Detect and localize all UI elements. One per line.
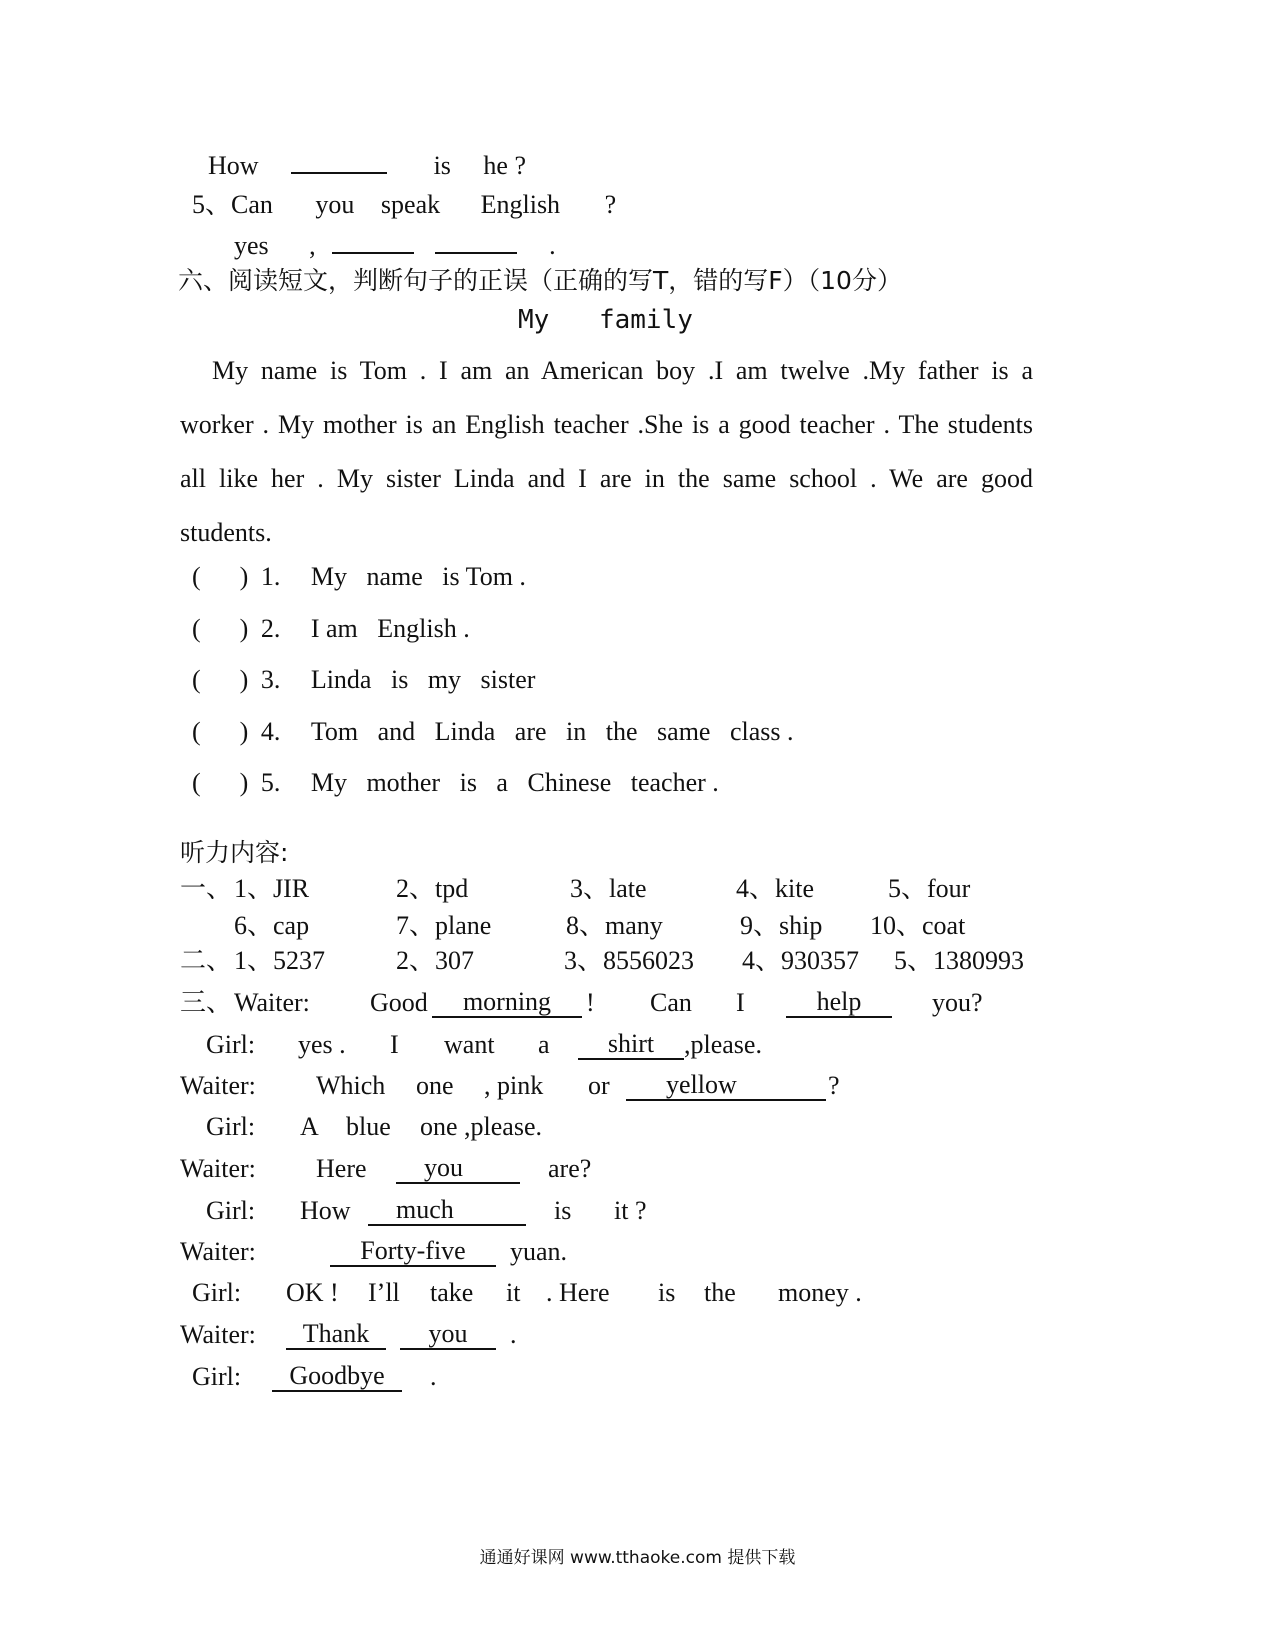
s1-word: 10、coat xyxy=(870,911,966,940)
s3-label: 三、 xyxy=(180,988,233,1017)
tf-item-3 xyxy=(192,665,535,695)
q4-is: is xyxy=(433,151,451,180)
q5-blank-1 xyxy=(332,230,414,254)
title-family: family xyxy=(598,305,693,335)
d3-or: or xyxy=(588,1071,610,1100)
d6-much: much xyxy=(368,1196,526,1226)
d4-blue: blue xyxy=(346,1112,391,1141)
speaker-waiter: Waiter: xyxy=(180,1071,256,1100)
q4-line xyxy=(208,150,526,181)
tf-paren: ( ) xyxy=(192,717,249,746)
d5-are: are? xyxy=(548,1154,592,1183)
d3-one: one xyxy=(416,1071,454,1100)
d3-yellow: yellow xyxy=(626,1071,826,1101)
q4-how: How xyxy=(208,151,259,180)
s2-number: 5、1380993 xyxy=(894,946,1025,975)
s1-word: 2、tpd xyxy=(396,874,469,903)
d8-money: money . xyxy=(778,1278,862,1307)
d2-a: a xyxy=(538,1030,550,1059)
speaker-girl: Girl: xyxy=(192,1362,242,1391)
s1-word: 8、many xyxy=(566,911,663,940)
speaker-waiter: Waiter: xyxy=(180,1320,256,1349)
q5-line xyxy=(192,190,616,220)
q5-dot: . xyxy=(549,231,556,260)
s1-word: 1、JIR xyxy=(234,874,310,903)
tf-text: I am English . xyxy=(310,614,470,643)
d10-goodbye: Goodbye xyxy=(272,1362,402,1392)
tf-num: 3. xyxy=(260,665,281,694)
d3-qm: ? xyxy=(828,1071,840,1100)
speaker-girl: Girl: xyxy=(192,1278,242,1307)
tf-num: 2. xyxy=(260,614,281,643)
footer-watermark: 通通好课网 www.tthaoke.com 提供下载 xyxy=(479,1548,796,1568)
d6-is: is xyxy=(554,1196,572,1225)
speaker-girl: Girl: xyxy=(206,1196,256,1225)
tf-text: Tom and Linda are in the same class . xyxy=(310,717,794,746)
speaker-girl: Girl: xyxy=(206,1030,256,1059)
section6-heading: 六、阅读短文，判断句子的正误（正确的写T，错的写F）（10分） xyxy=(178,266,902,295)
tf-item-2 xyxy=(192,614,470,644)
d5-here: Here xyxy=(316,1154,367,1183)
d2-i: I xyxy=(390,1030,399,1059)
d3-pink: , pink xyxy=(484,1071,544,1100)
tf-paren: ( ) xyxy=(192,665,249,694)
s1-word: 4、kite xyxy=(736,874,814,903)
title-my: My xyxy=(518,305,550,335)
q5-can: Can xyxy=(231,190,273,219)
d1-good: Good xyxy=(370,988,428,1017)
q4-blank xyxy=(291,150,387,174)
q5-english: English xyxy=(480,190,561,219)
s2-label: 二、 xyxy=(180,946,233,975)
d4-one-please: one ,please. xyxy=(420,1112,543,1141)
d6-it: it ? xyxy=(614,1196,647,1225)
d1-morning: morning xyxy=(432,988,582,1018)
d8-take: take xyxy=(430,1278,474,1307)
d5-you: you xyxy=(396,1154,520,1184)
s2-number: 1、5237 xyxy=(234,946,326,975)
d7-forty-five: Forty-five xyxy=(330,1237,496,1267)
speaker-waiter: Waiter: xyxy=(180,1154,256,1183)
speaker-girl: Girl: xyxy=(206,1112,256,1141)
tf-item-1 xyxy=(192,562,526,592)
s1-word: 3、late xyxy=(570,874,647,903)
speaker-waiter: Waiter: xyxy=(234,988,310,1017)
s1-word: 7、plane xyxy=(396,911,492,940)
d8-it: it xyxy=(506,1278,521,1307)
listening-heading: 听力内容: xyxy=(180,838,289,867)
speaker-waiter: Waiter: xyxy=(180,1237,256,1266)
q5-blank-2 xyxy=(435,230,517,254)
d8-is: is xyxy=(658,1278,676,1307)
s1-word: 9、ship xyxy=(740,911,823,940)
tf-paren: ( ) xyxy=(192,562,249,591)
d1-help: help xyxy=(786,988,892,1018)
d7-yuan: yuan. xyxy=(510,1237,568,1266)
q5-you: you xyxy=(315,190,355,219)
tf-text: My name is Tom . xyxy=(310,562,526,591)
s2-number: 2、307 xyxy=(396,946,475,975)
d8-the: the xyxy=(704,1278,736,1307)
s2-number: 4、930357 xyxy=(742,946,860,975)
tf-text: My mother is a Chinese teacher . xyxy=(310,768,719,797)
reading-passage: My name is Tom . I am an American boy .I am twelve .My father is a worker . My mother is an English teacher .She is a good teacher . The students all like her . My sister Linda and I are in the same school . We are good students. xyxy=(180,356,1033,547)
d2-please: ,please. xyxy=(684,1030,762,1059)
d2-want: want xyxy=(444,1030,495,1059)
tf-paren: ( ) xyxy=(192,614,249,643)
d6-how: How xyxy=(300,1196,351,1225)
tf-num: 1. xyxy=(260,562,281,591)
d8-ok: OK ! xyxy=(286,1278,339,1307)
s1-word: 5、four xyxy=(888,874,971,903)
s1-word: 6、cap xyxy=(234,911,310,940)
tf-num: 5. xyxy=(260,768,281,797)
d1-you: you? xyxy=(932,988,983,1017)
d4-a: A xyxy=(300,1112,319,1141)
d9-you: you xyxy=(400,1320,496,1350)
tf-item-4 xyxy=(192,717,794,747)
d3-which: Which xyxy=(316,1071,386,1100)
q5-speak: speak xyxy=(380,190,441,219)
q5-num: 5、 xyxy=(192,190,232,219)
q5-answer-line xyxy=(234,230,556,261)
d8-ill: I’ll xyxy=(368,1278,400,1307)
d9-dot: . xyxy=(510,1320,517,1349)
d2-shirt: shirt xyxy=(578,1030,684,1060)
d1-i: I xyxy=(736,988,745,1017)
tf-item-5 xyxy=(192,768,719,798)
s2-number: 3、8556023 xyxy=(564,946,695,975)
d10-dot: . xyxy=(430,1362,437,1391)
passage-title xyxy=(518,305,693,335)
q5-yes: yes xyxy=(234,231,269,260)
tf-paren: ( ) xyxy=(192,768,249,797)
q5-qm: ? xyxy=(604,190,617,219)
s1-label: 一、 xyxy=(180,874,233,903)
tf-text: Linda is my sister xyxy=(310,665,536,694)
tf-num: 4. xyxy=(260,717,281,746)
q5-comma: , xyxy=(309,231,316,260)
d8-here: . Here xyxy=(546,1278,610,1307)
d9-thank: Thank xyxy=(286,1320,386,1350)
q4-he: he ? xyxy=(483,151,526,180)
d2-yes: yes . xyxy=(298,1030,346,1059)
d1-can: Can xyxy=(650,988,692,1017)
d1-excl: ! xyxy=(586,988,595,1017)
